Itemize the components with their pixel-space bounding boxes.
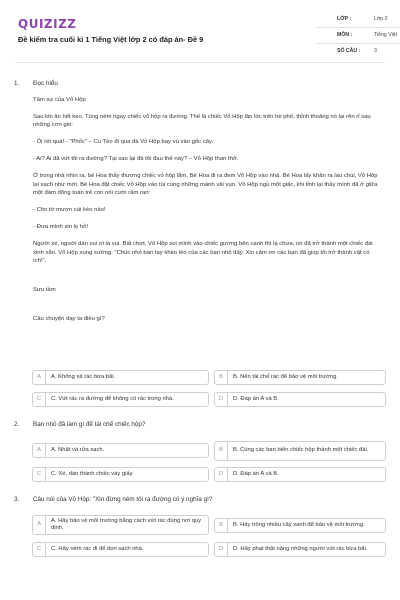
option-text: D. Đáp án A và B. bbox=[233, 395, 279, 402]
question-1-option-a[interactable] bbox=[32, 370, 209, 385]
meta-value-count: 3 bbox=[374, 48, 377, 54]
question-3-option-c[interactable] bbox=[32, 542, 209, 557]
option-letter: D bbox=[215, 543, 228, 556]
option-letter: B bbox=[215, 371, 228, 384]
reading-passage bbox=[33, 96, 383, 332]
quizizz-logo: QUIZIZZ bbox=[18, 17, 77, 31]
question-1-option-d[interactable] bbox=[214, 392, 386, 407]
meta-label-subject: MÔN : bbox=[337, 32, 353, 38]
passage-paragraph: Người xé, người dán vui ơi là vui. Bất chợt, Vỏ Hộp soi mình vào chiếc gương bên cạnh thì lạ chưa, nó đã trở thành một chiếc đài xinh xắn. Vỏ Hộp sung sướng: "Chúc nhỏ bàn tay khéo léo của các bạn nhỏ đấy. Xin cảm ơn các bạn đã giúp tôi trở thành vật có ích!". bbox=[33, 241, 373, 265]
question-1-option-b[interactable] bbox=[214, 370, 386, 385]
meta-label-grade: LỚP : bbox=[337, 16, 352, 22]
passage-spacer bbox=[33, 303, 383, 315]
question-3-option-d[interactable] bbox=[214, 542, 386, 557]
question-1-number: 1. bbox=[14, 80, 20, 87]
option-letter: C bbox=[33, 543, 46, 556]
question-1-instruction: Đọc hiểu bbox=[33, 80, 58, 87]
option-text: A. Không xả rác bừa bãi. bbox=[51, 373, 116, 380]
option-letter: A bbox=[33, 371, 46, 384]
option-text: C. Xé, dán thành chiếc váy giấy. bbox=[51, 470, 134, 477]
page-header bbox=[15, 12, 398, 58]
option-letter: A bbox=[33, 516, 46, 534]
option-letter: C bbox=[33, 468, 46, 481]
meta-row-subject bbox=[316, 28, 400, 44]
question-3-option-a[interactable] bbox=[32, 515, 209, 535]
option-text: B. Nên tái chế rác để bảo vệ môi trường. bbox=[233, 373, 338, 380]
option-text: B. Cùng các bạn biến chiếc hộp thành một chiếc đài. bbox=[233, 447, 369, 454]
question-3-number: 3. bbox=[14, 496, 20, 503]
question-2-option-c[interactable] bbox=[32, 467, 209, 482]
question-2-option-b[interactable] bbox=[214, 441, 386, 461]
question-1-option-c[interactable] bbox=[32, 392, 209, 407]
option-text: B. Hãy trồng nhiều cây xanh để bảo vệ môi trường. bbox=[233, 521, 365, 528]
option-text: C. Vứt rác ra đường để không có rác trong nhà. bbox=[51, 395, 174, 402]
question-2-text: Bạn nhỏ đã làm gì để tái chế chiếc hộp? bbox=[33, 421, 146, 428]
option-letter: B bbox=[215, 442, 228, 460]
passage-spacer bbox=[33, 274, 383, 286]
option-text: D. Hãy phạt thật nặng những người vứt rác bừa bãi. bbox=[233, 545, 368, 552]
option-letter: D bbox=[215, 393, 228, 406]
meta-row-count bbox=[316, 44, 400, 60]
option-letter: A bbox=[33, 444, 46, 457]
passage-paragraph: - Đưa mình xin lọ hồ! bbox=[33, 224, 89, 231]
option-text: A. Nhặt và rửa sạch. bbox=[51, 446, 105, 453]
meta-row-grade bbox=[316, 12, 400, 28]
document-title: Đề kiểm tra cuối kì 1 Tiếng Việt lớp 2 có đáp án- Đề 9 bbox=[18, 35, 204, 44]
passage-title: Tâm sự của Vỏ Hộp bbox=[33, 97, 86, 103]
passage-paragraph: - Cho tớ mượn cái kéo nào! bbox=[33, 207, 106, 214]
question-2-number: 2. bbox=[14, 421, 20, 428]
meta-table bbox=[316, 12, 400, 60]
option-letter: B bbox=[215, 519, 228, 532]
option-letter: C bbox=[33, 393, 46, 406]
meta-label-count: SỐ CÂU : bbox=[337, 48, 361, 54]
passage-paragraph: - Ôi rét quá! - "Phốc" – Cu Tèo đi qua đá Vỏ Hộp bay vù vào gốc cây. bbox=[33, 139, 214, 146]
question-2-option-a[interactable] bbox=[32, 443, 209, 458]
passage-paragraph: Sau khi ăn hết kẹo, Tùng ném ngay chiếc vỏ hộp ra đường. Thế là chiếc Vỏ Hộp lăn lóc trên hè phố, thỉnh thoảng nó lại rên rỉ sau những cơn gió: bbox=[33, 113, 371, 129]
passage-paragraph: - Ai? Ai đã vứt tôi ra đường? Tại sao lại đá tôi đau thế này? – Vỏ Hộp than thở. bbox=[33, 156, 239, 163]
question-1-prompt: Câu chuyện dạy ta điều gì? bbox=[33, 315, 105, 322]
question-3-option-b[interactable] bbox=[214, 518, 386, 533]
meta-value-grade: Lớp 2 bbox=[374, 16, 388, 22]
question-2-option-d[interactable] bbox=[214, 467, 386, 482]
passage-source: Sưu tầm bbox=[33, 287, 56, 294]
option-text: A. Hãy bảo vệ môi trường bằng cách vứt rác đúng nơi quy định. bbox=[51, 517, 202, 531]
option-text: D. Đáp án A và B. bbox=[233, 470, 279, 477]
passage-paragraph: Ở trong nhà nhìn ra, bé Hoa thấy thương chiếc vỏ hộp lắm. Bé Hoa đi ra đem Vỏ Hộp vào nhà. Bé Hoa lấy khăn ra lau chùi, Vỏ Hộp lại sạch như mới. Bé Hoa đặt chiếc Vỏ Hộp vào túi cùng những mảnh vải vụn. Vỏ Hộp ngủ một giấc, khi tỉnh lại thấy mình đã ở giữa một đám đông toàn trẻ con nói cười râm ran: bbox=[33, 173, 378, 197]
option-letter: D bbox=[215, 468, 228, 481]
option-text: C. Hãy ném rác đi để dọn sạch nhà. bbox=[51, 545, 144, 552]
header-divider bbox=[15, 62, 385, 63]
question-3-text: Câu nói của Vỏ Hộp: "Xin đừng ném tôi ra đường có ý nghĩa gì? bbox=[33, 496, 213, 503]
meta-value-subject: Tiếng Việt bbox=[374, 32, 398, 38]
